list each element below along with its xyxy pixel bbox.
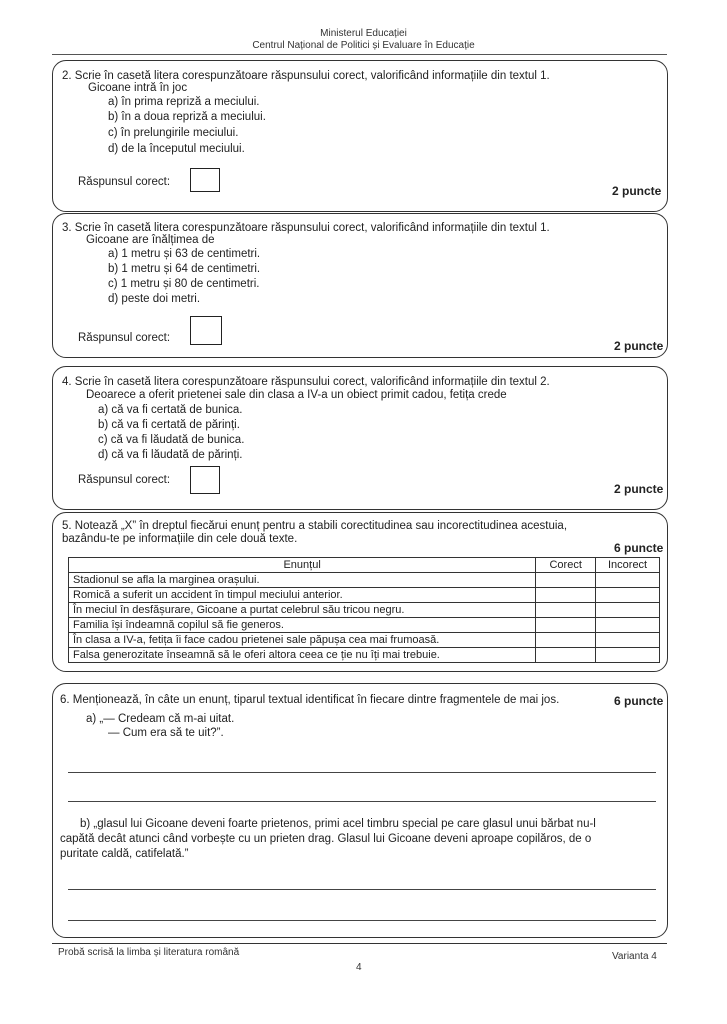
correct-cell[interactable] [536, 618, 596, 633]
question-4-answer-box[interactable] [190, 466, 220, 494]
question-2-option-d: d) de la începutul meciului. [108, 143, 245, 155]
incorrect-cell[interactable] [596, 573, 660, 588]
column-incorrect: Incorect [596, 558, 660, 573]
column-statement: Enunțul [69, 558, 536, 573]
question-3-option-a: a) 1 metru și 63 de centimetri. [108, 248, 261, 260]
statement-text: Stadionul se afla la marginea orașului. [69, 573, 536, 588]
fragment-b-line-3: puritate caldă, catifelată.” [60, 848, 189, 860]
table-row [69, 603, 660, 618]
correct-cell[interactable] [536, 648, 596, 663]
question-3-stem: Gicoane are înălțimea de [86, 234, 215, 246]
incorrect-cell[interactable] [596, 618, 660, 633]
answer-line[interactable] [68, 801, 656, 802]
header-divider [52, 54, 667, 55]
question-2-option-a: a) în prima repriză a meciului. [108, 96, 260, 108]
answer-line[interactable] [68, 772, 656, 773]
footer-divider [52, 943, 667, 944]
question-5-prompt-line-1: 5. Notează „X” în dreptul fiecărui enunț pentru a stabili corectitudinea sau incorectitudinea acestuia, [62, 520, 568, 532]
fragment-a-line-1: a) „— Credeam că m-ai uitat. [86, 713, 235, 725]
fragment-b-line-2: capătă decât atunci când vorbește cu un prieten drag. Glasul lui Gicoane deveni aproape copilăros, de o [60, 833, 592, 845]
statement-text: Romică a suferit un accident în timpul meciului anterior. [69, 588, 536, 603]
question-2-stem: Gicoane intră în joc [88, 82, 188, 94]
table-row [69, 588, 660, 603]
page-number: 4 [356, 962, 362, 973]
footer-variant: Varianta 4 [612, 951, 657, 962]
question-4-points: 2 puncte [614, 482, 664, 496]
question-2-answer-box[interactable] [190, 168, 220, 192]
incorrect-cell[interactable] [596, 648, 660, 663]
question-2-option-c: c) în prelungirile meciului. [108, 127, 239, 139]
table-row [69, 633, 660, 648]
question-4-option-a: a) că va fi certată de bunica. [98, 404, 243, 416]
question-3-answer-label: Răspunsul corect: [78, 332, 171, 344]
question-3-option-b: b) 1 metru și 64 de centimetri. [108, 263, 261, 275]
question-4-option-b: b) că va fi certată de părinți. [98, 419, 240, 431]
statement-text: Falsa generozitate înseamnă să le oferi altora ceea ce ție nu îți mai trebuie. [69, 648, 536, 663]
question-4-answer-label: Răspunsul corect: [78, 474, 171, 486]
question-3-points: 2 puncte [614, 339, 664, 353]
statements-table [68, 557, 660, 663]
incorrect-cell[interactable] [596, 633, 660, 648]
footer-subject: Probă scrisă la limba și literatura română [58, 947, 240, 958]
table-row [69, 648, 660, 663]
question-4-stem: Deoarece a oferit prietenei sale din clasa a IV-a un obiect primit cadou, fetița crede [86, 389, 507, 401]
question-2-option-b: b) în a doua repriză a meciului. [108, 111, 266, 123]
answer-line[interactable] [68, 920, 656, 921]
question-4-option-d: d) că va fi lăudată de părinți. [98, 449, 243, 461]
question-5-prompt-line-2: bazându-te pe informațiile din cele două texte. [62, 533, 298, 545]
question-5-points: 6 puncte [614, 541, 664, 555]
question-3-option-c: c) 1 metru și 80 de centimetri. [108, 278, 260, 290]
statements-table-header [69, 558, 660, 573]
table-row [69, 573, 660, 588]
ministry-header: Ministerul Educației [320, 28, 407, 39]
question-2-prompt: 2. Scrie în casetă litera corespunzătoare răspunsului corect, valorificând informațiile din textul 1. [62, 70, 550, 82]
statement-text: În meciul în desfășurare, Gicoane a purtat celebrul său tricou negru. [69, 603, 536, 618]
question-6-prompt: 6. Menționează, în câte un enunț, tiparul textual identificat în fiecare dintre fragmentele de mai jos. [60, 694, 560, 706]
question-6-points: 6 puncte [614, 694, 664, 708]
correct-cell[interactable] [536, 573, 596, 588]
answer-line[interactable] [68, 889, 656, 890]
question-2-answer-label: Răspunsul corect: [78, 176, 171, 188]
fragment-b-line-1: b) „glasul lui Gicoane deveni foarte prietenos, primi acel timbru special pe care glasul unui bărbat nu-l [80, 818, 596, 830]
center-header: Centrul Național de Politici și Evaluare în Educație [252, 40, 475, 51]
fragment-a-line-2: — Cum era să te uit?”. [108, 727, 224, 739]
correct-cell[interactable] [536, 633, 596, 648]
correct-cell[interactable] [536, 588, 596, 603]
question-3-option-d: d) peste doi metri. [108, 293, 201, 305]
column-correct: Corect [536, 558, 596, 573]
question-3-prompt: 3. Scrie în casetă litera corespunzătoare răspunsului corect, valorificând informațiile din textul 1. [62, 222, 550, 234]
question-4-option-c: c) că va fi lăudată de bunica. [98, 434, 245, 446]
statement-text: Familia își îndeamnă copilul să fie generos. [69, 618, 536, 633]
question-3-answer-box[interactable] [190, 316, 222, 345]
incorrect-cell[interactable] [596, 588, 660, 603]
question-4-prompt: 4. Scrie în casetă litera corespunzătoare răspunsului corect, valorificând informațiile din textul 2. [62, 376, 550, 388]
question-2-points: 2 puncte [612, 184, 662, 198]
correct-cell[interactable] [536, 603, 596, 618]
incorrect-cell[interactable] [596, 603, 660, 618]
table-row [69, 618, 660, 633]
statement-text: În clasa a IV-a, fetița îi face cadou prietenei sale păpușa cea mai frumoasă. [69, 633, 536, 648]
